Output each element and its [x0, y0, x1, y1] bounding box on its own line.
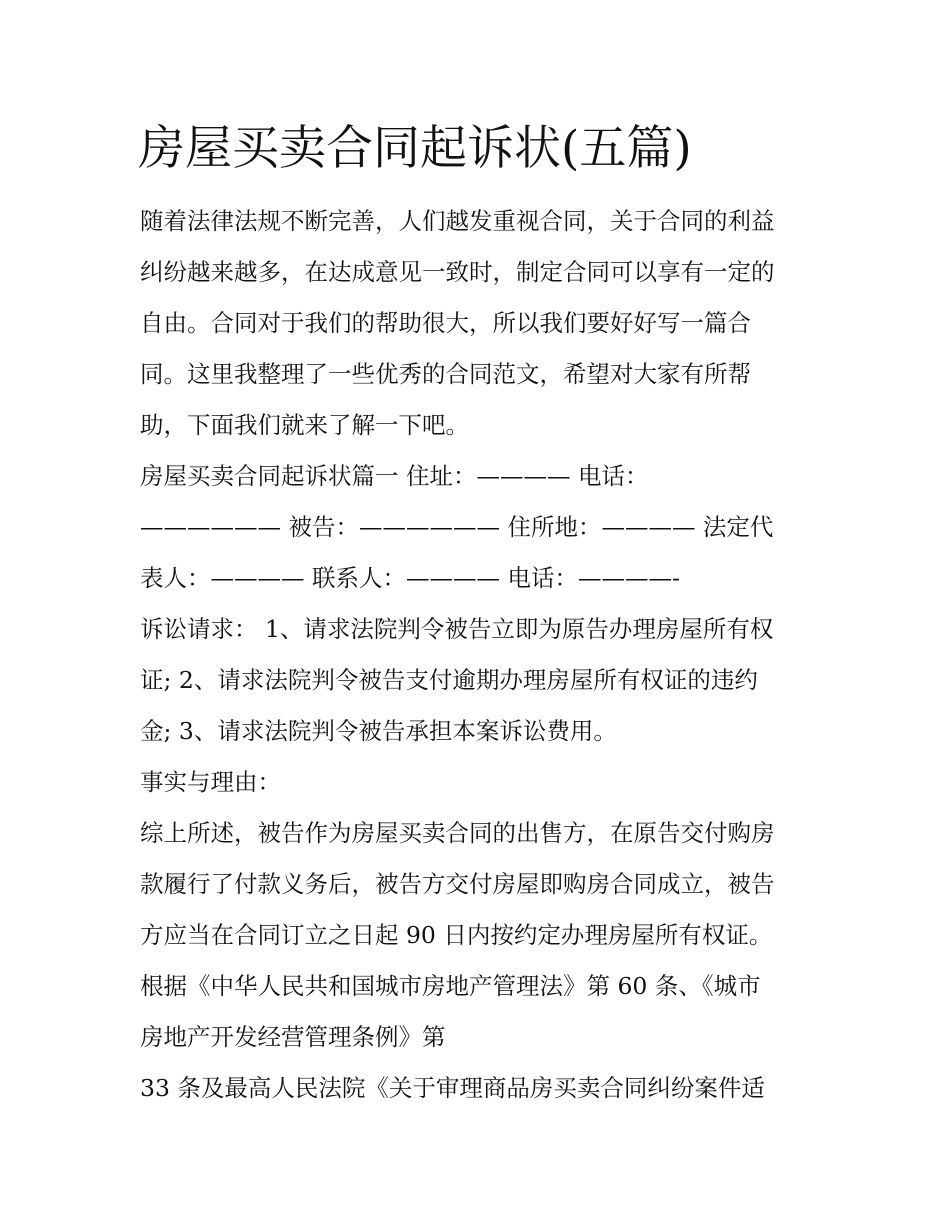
paragraph-line: 方应当在合同订立之日起 90 日内按约定办理房屋所有权证。 — [140, 921, 773, 949]
paragraph-line: 综上所述，被告作为房屋买卖合同的出售方，在原告交付购房 — [140, 819, 775, 847]
paragraph-line: 纠纷越来越多，在达成意见一致时，制定合同可以享有一定的 — [140, 258, 775, 286]
paragraph-line: —————— 被告：—————— 住所地：———— 法定代 — [140, 513, 774, 541]
paragraph-line: 款履行了付款义务后，被告方交付房屋即购房合同成立，被告 — [140, 870, 775, 898]
paragraph-line: 同。这里我整理了一些优秀的合同范文，希望对大家有所帮 — [140, 360, 751, 388]
paragraph-line: 证; 2、请求法院判令被告支付逾期办理房屋所有权证的违约 — [140, 666, 758, 694]
paragraph-line: 自由。合同对于我们的帮助很大，所以我们要好好写一篇合 — [140, 309, 751, 337]
paragraph-line: 房地产开发经营管理条例》第 — [140, 1023, 446, 1051]
paragraph-line: 根据《中华人民共和国城市房地产管理法》第 60 条、《城市 — [140, 972, 761, 1000]
paragraph-line: 助，下面我们就来了解一下吧。 — [140, 411, 469, 439]
paragraph-line: 随着法律法规不断完善，人们越发重视合同，关于合同的利益 — [140, 207, 775, 235]
paragraph-line: 诉讼请求： 1、请求法院判令被告立即为原告办理房屋所有权 — [140, 615, 774, 643]
paragraph-line: 33 条及最高人民法院《关于审理商品房买卖合同纠纷案件适 — [140, 1074, 765, 1102]
paragraph-line: 房屋买卖合同起诉状篇一 住址：———— 电话： — [140, 462, 649, 490]
document-title: 房屋买卖合同起诉状(五篇) — [138, 121, 692, 176]
paragraph-line: 金; 3、请求法院判令被告承担本案诉讼费用。 — [140, 717, 617, 745]
paragraph-line: 表人：———— 联系人：———— 电话：————- — [140, 564, 680, 592]
paragraph-line: 事实与理由： — [140, 768, 281, 796]
